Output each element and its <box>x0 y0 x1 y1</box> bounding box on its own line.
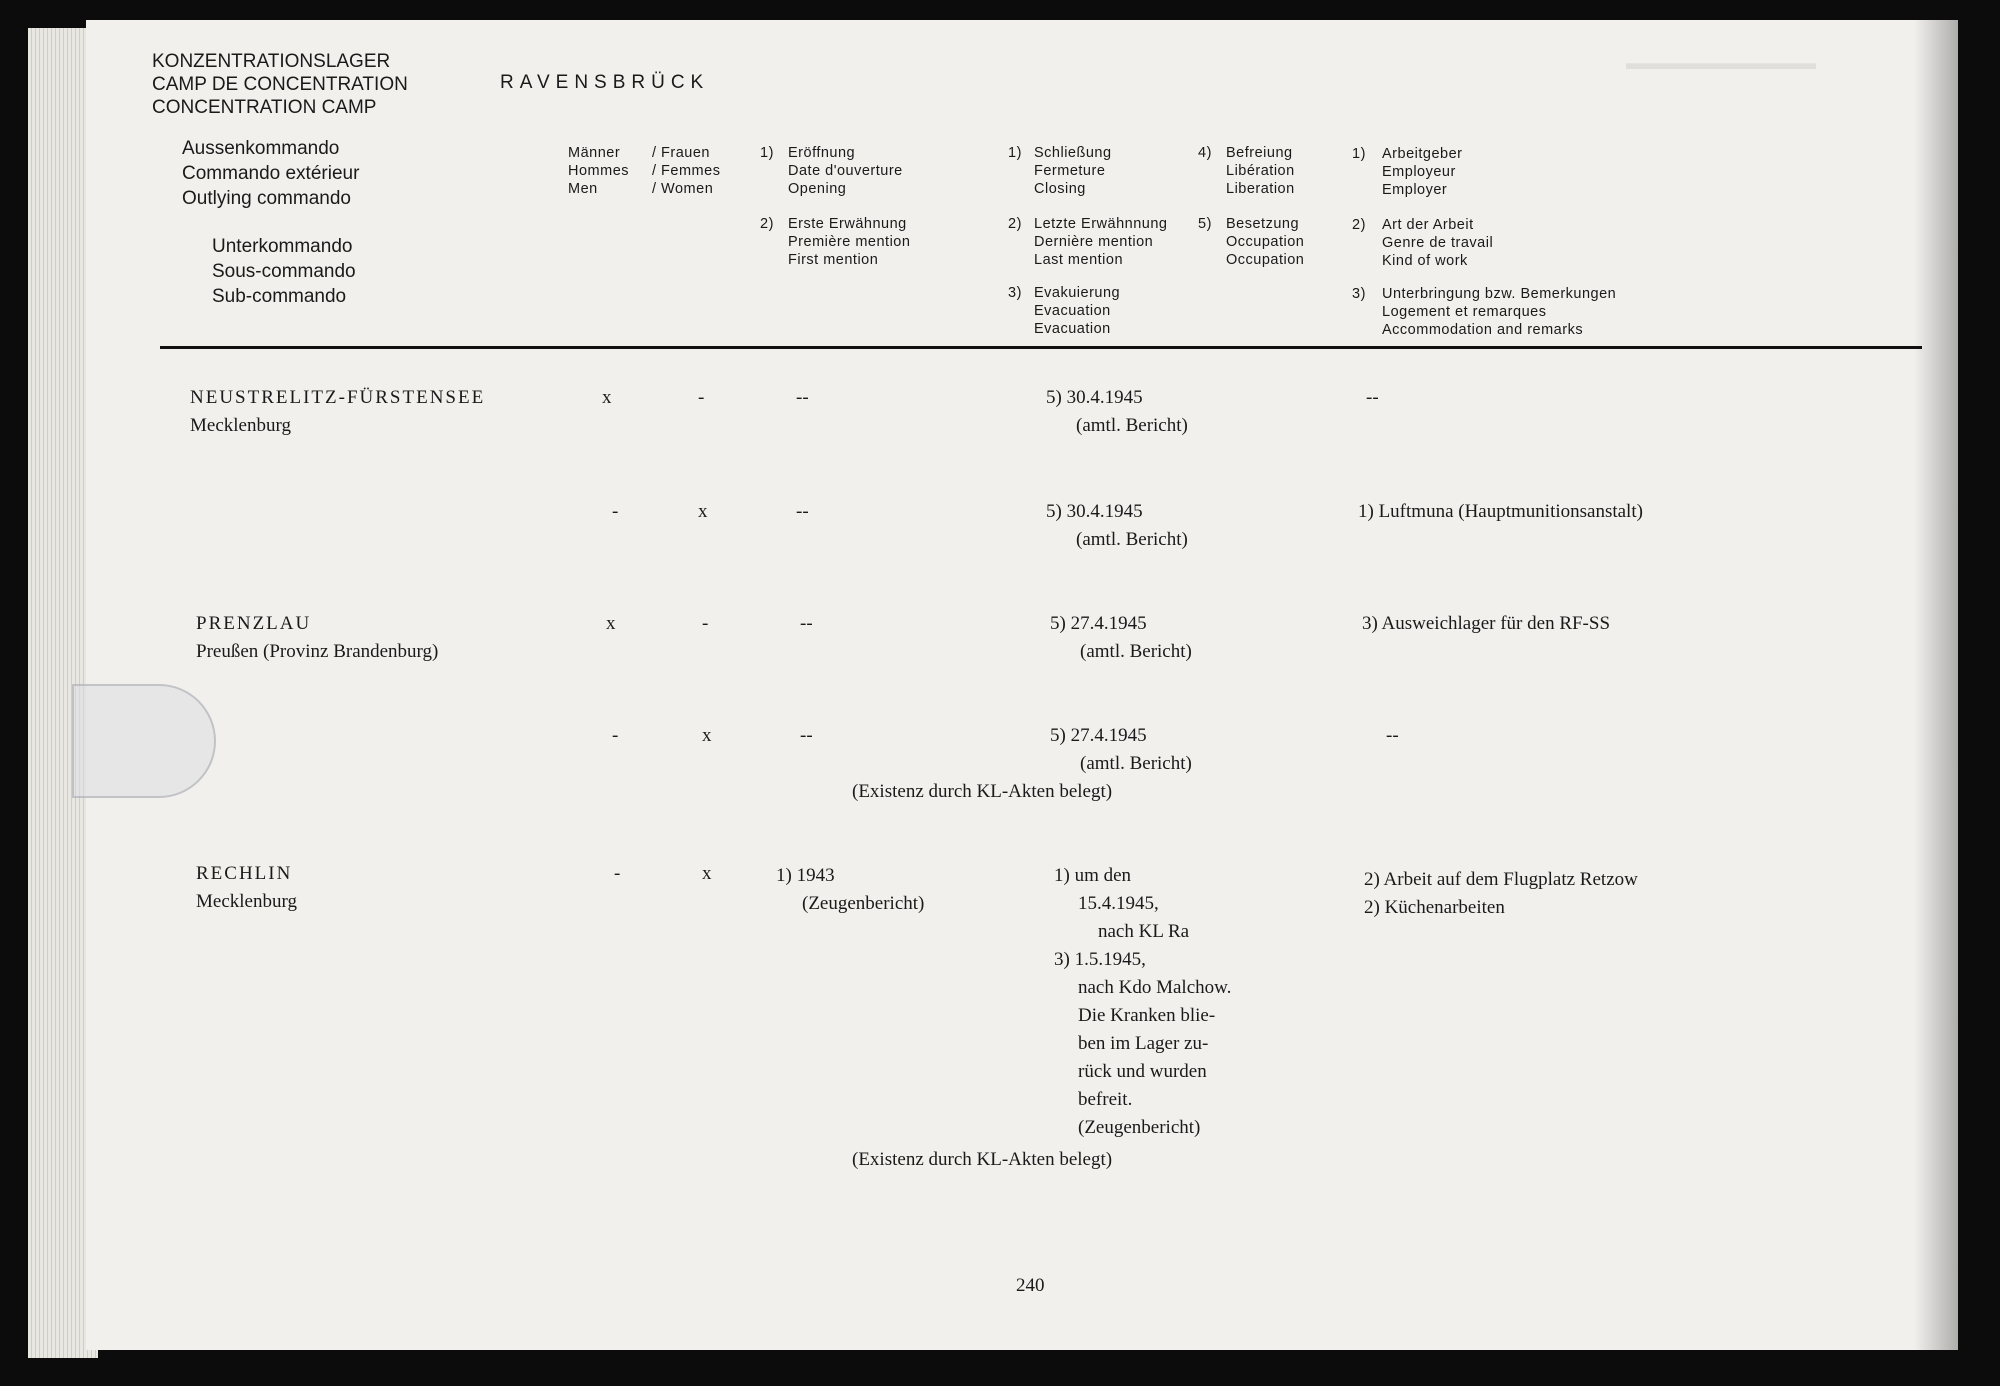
first-mention-header <box>760 215 910 269</box>
sex-women-label: / Frauen <box>652 145 710 161</box>
first-mention-label: Erste Erwähnung <box>788 216 907 232</box>
commando-label: Commando extérieur <box>182 163 360 184</box>
commando-labels <box>182 136 359 211</box>
closing-line: (Zeugenbericht) <box>1078 1117 1201 1138</box>
entry-men: - <box>612 501 619 522</box>
camp-name: RAVENSBRÜCK <box>500 72 710 93</box>
accommodation-label: Unterbringung bzw. Bemerkungen <box>1382 286 1617 302</box>
entry-opening: -- <box>796 387 809 408</box>
page-number: 240 <box>1016 1275 1045 1296</box>
entry-closing: 5) 30.4.1945 <box>1046 501 1143 522</box>
sex-women-label: / Femmes <box>652 163 721 179</box>
work-kind-header <box>1352 216 1493 270</box>
work-kind-label: Genre de travail <box>1382 235 1494 251</box>
sex-women-label: / Women <box>652 181 714 197</box>
closing-line: befreit. <box>1078 1089 1133 1110</box>
closing-line: 1) um den <box>1054 865 1132 886</box>
opening-header <box>760 144 903 198</box>
subcommando-label: Unterkommando <box>212 236 353 257</box>
page-tab-marker <box>72 684 216 798</box>
closing-line: 3) 1.5.1945, <box>1054 949 1146 970</box>
occupation-header <box>1198 215 1304 269</box>
occupation-label: Occupation <box>1226 252 1305 268</box>
entry-closing-source: (amtl. Bericht) <box>1076 529 1188 550</box>
accommodation-header <box>1352 285 1616 339</box>
entry-men: x <box>602 387 612 408</box>
first-mention-label: First mention <box>788 252 879 268</box>
entry-closing-source: (amtl. Bericht) <box>1076 415 1188 436</box>
evacuation-label: Evacuation <box>1034 303 1111 319</box>
first-mention-label: Première mention <box>788 234 911 250</box>
last-mention-header <box>1008 215 1167 269</box>
accommodation-label: Accommodation and remarks <box>1382 322 1584 338</box>
entry-remarks: 2) Arbeit auf dem Flugplatz Retzow <box>1364 869 1638 890</box>
last-mention-label: Last mention <box>1034 252 1124 268</box>
entry-women: x <box>698 501 708 522</box>
closing-line: Die Kranken blie- <box>1078 1005 1216 1026</box>
occupation-label: Besetzung <box>1226 216 1300 232</box>
entry-remarks: 2) Küchenarbeiten <box>1364 897 1505 918</box>
opening-label: Date d'ouverture <box>788 163 903 179</box>
closing-label: Closing <box>1034 181 1086 197</box>
entry-remarks: -- <box>1366 387 1379 408</box>
closing-line: 15.4.1945, <box>1078 893 1159 914</box>
last-mention-label: Letzte Erwähnnung <box>1034 216 1168 232</box>
commando-label: Outlying commando <box>182 188 351 209</box>
camp-title-line: CONCENTRATION CAMP <box>152 97 377 118</box>
work-kind-num: 2) <box>1352 217 1366 233</box>
entry-region: Mecklenburg <box>190 415 291 436</box>
entry-remarks: 1) Luftmuna (Hauptmunitionsanstalt) <box>1358 501 1643 522</box>
entry-opening: -- <box>796 501 809 522</box>
closing-label: Fermeture <box>1034 163 1106 179</box>
opening-label: Opening <box>788 181 847 197</box>
closing-line: ben im Lager zu- <box>1078 1033 1209 1054</box>
employer-label: Arbeitgeber <box>1382 146 1463 162</box>
sex-men-label: Hommes <box>568 163 630 179</box>
evacuation-header <box>1008 284 1120 338</box>
entry-closing-source: (amtl. Bericht) <box>1080 753 1192 774</box>
liberation-header <box>1198 144 1295 198</box>
subcommando-label: Sub-commando <box>212 286 347 307</box>
entry-closing-source: (amtl. Bericht) <box>1080 641 1192 662</box>
occupation-num: 5) <box>1198 216 1212 232</box>
work-kind-label: Art der Arbeit <box>1382 217 1474 233</box>
entry-opening: 1) 1943 <box>776 865 835 886</box>
employer-label: Employer <box>1382 182 1448 198</box>
entry-closing: 5) 27.4.1945 <box>1050 725 1147 746</box>
closing-line: nach KL Ra <box>1098 921 1190 942</box>
entry-region: Preußen (Provinz Brandenburg) <box>196 641 439 662</box>
entry-remarks: -- <box>1386 725 1399 746</box>
entry-region: Mecklenburg <box>196 891 297 912</box>
accommodation-label: Logement et remarques <box>1382 304 1547 320</box>
entry-place: PRENZLAU <box>196 613 312 634</box>
entry-place: NEUSTRELITZ-FÜRSTENSEE <box>190 387 486 408</box>
camp-title-line: CAMP DE CONCENTRATION <box>152 74 408 95</box>
entry-men: x <box>606 613 616 634</box>
sex-men-label: Männer <box>568 145 621 161</box>
entry-women: x <box>702 863 712 884</box>
sex-column-header <box>568 144 720 198</box>
opening-label: Eröffnung <box>788 145 856 161</box>
sex-men-label: Men <box>568 181 598 197</box>
last-mention-num: 2) <box>1008 216 1022 232</box>
entry-note: (Existenz durch KL-Akten belegt) <box>852 781 1113 802</box>
closing-header <box>1008 144 1112 198</box>
liberation-label: Libération <box>1226 163 1295 179</box>
accommodation-num: 3) <box>1352 286 1366 302</box>
employer-header <box>1352 145 1462 199</box>
employer-label: Employeur <box>1382 164 1456 180</box>
entry-opening: -- <box>800 613 813 634</box>
closing-line: nach Kdo Malchow. <box>1078 977 1232 998</box>
bleed-through-text: ▬▬▬▬▬▬▬▬▬▬ <box>1626 53 1816 74</box>
subcommando-label: Sous-commando <box>212 261 356 282</box>
evacuation-label: Evacuation <box>1034 321 1111 337</box>
subcommando-labels <box>212 234 356 309</box>
entry-remarks: 3) Ausweichlager für den RF-SS <box>1362 613 1611 634</box>
entry-closing: 5) 27.4.1945 <box>1050 613 1147 634</box>
closing-num: 1) <box>1008 145 1022 161</box>
entry-note: (Existenz durch KL-Akten belegt) <box>852 1149 1113 1170</box>
camp-title-line: KONZENTRATIONSLAGER <box>152 51 391 72</box>
entry-women: x <box>702 725 712 746</box>
occupation-label: Occupation <box>1226 234 1305 250</box>
closing-label: Schließung <box>1034 145 1112 161</box>
entry-women: - <box>702 613 709 634</box>
entry-closing: 5) 30.4.1945 <box>1046 387 1143 408</box>
first-mention-num: 2) <box>760 216 774 232</box>
commando-label: Aussenkommando <box>182 138 340 159</box>
liberation-num: 4) <box>1198 145 1212 161</box>
entry-opening-source: (Zeugenbericht) <box>802 893 925 914</box>
closing-line: rück und wurden <box>1078 1061 1207 1082</box>
evacuation-label: Evakuierung <box>1034 285 1121 301</box>
entry-closing-block <box>1054 862 1231 1142</box>
entry-place: RECHLIN <box>196 863 293 884</box>
opening-num: 1) <box>760 145 774 161</box>
book-gutter-shadow <box>1914 20 1958 1350</box>
camp-title <box>152 50 408 119</box>
work-kind-label: Kind of work <box>1382 253 1468 269</box>
entry-men: - <box>612 725 619 746</box>
liberation-label: Liberation <box>1226 181 1295 197</box>
liberation-label: Befreiung <box>1226 145 1293 161</box>
entry-women: - <box>698 387 705 408</box>
last-mention-label: Dernière mention <box>1034 234 1154 250</box>
entry-men: - <box>614 863 621 884</box>
entry-opening: -- <box>800 725 813 746</box>
header-divider <box>160 346 1922 349</box>
evacuation-num: 3) <box>1008 285 1022 301</box>
employer-num: 1) <box>1352 146 1366 162</box>
